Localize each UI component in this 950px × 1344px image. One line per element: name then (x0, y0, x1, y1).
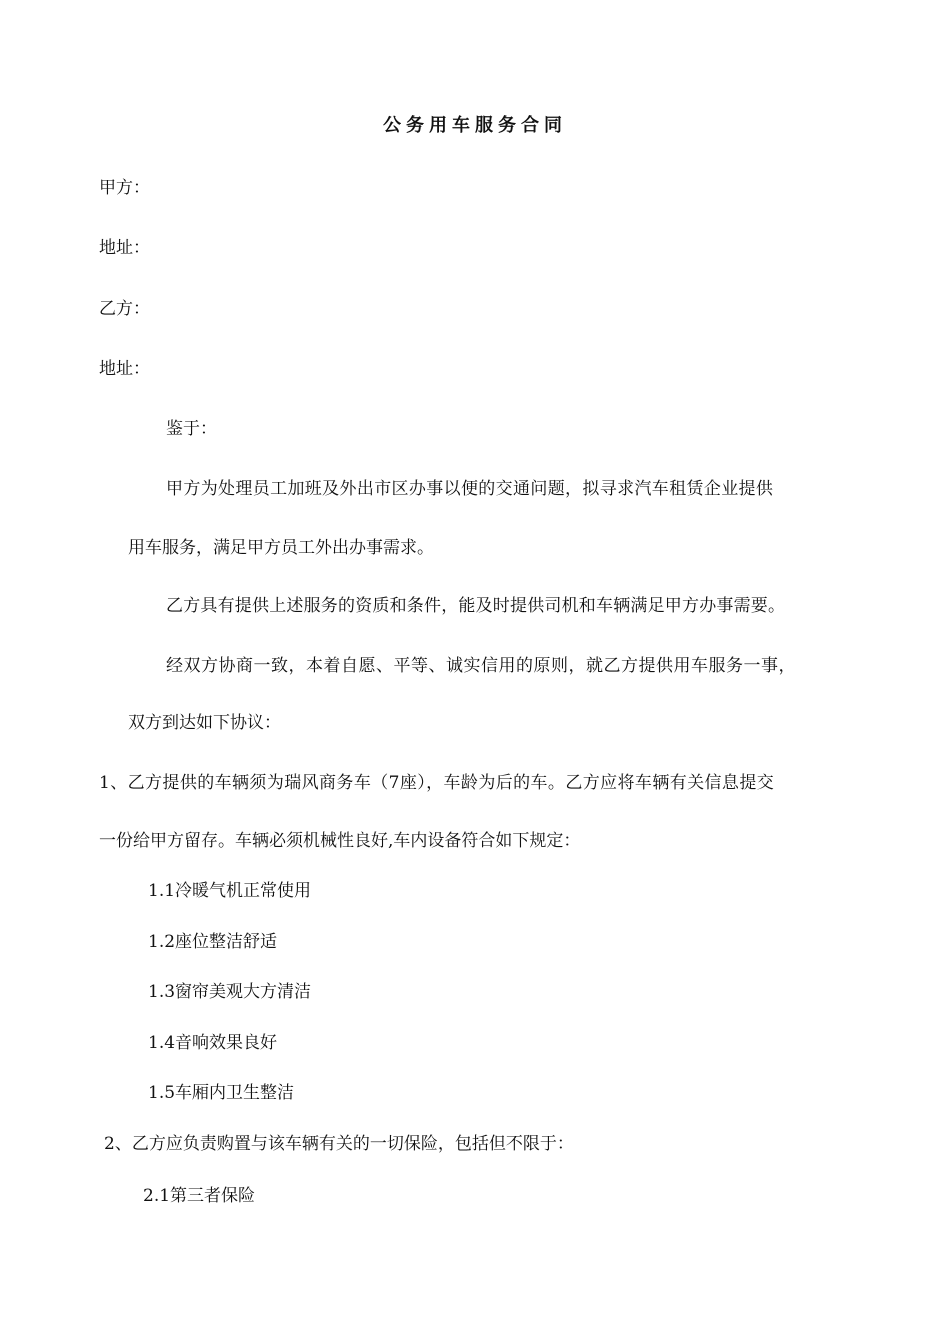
clause-1-item: 1.2座位整洁舒适 (148, 932, 278, 952)
address-b-label: 地址： (99, 359, 150, 379)
paragraph-1-line-2: 用车服务，满足甲方员工外出办事需求。 (128, 538, 434, 558)
clause-1-item: 1.3窗帘美观大方清洁 (148, 982, 312, 1002)
address-a-label: 地址： (99, 238, 150, 258)
clause-1-item: 1.5车厢内卫生整洁 (148, 1083, 295, 1103)
clause-1-item: 1.1冷暖气机正常使用 (148, 881, 312, 901)
clause-1-item: 1.4音响效果良好 (148, 1033, 278, 1053)
paragraph-1-line-1: 甲方为处理员工加班及外出市区办事以便的交通问题，拟寻求汽车租赁企业提供 (166, 479, 774, 499)
document-title: 公务用车服务合同 (383, 115, 567, 136)
paragraph-3-line-2: 双方到达如下协议： (128, 713, 281, 733)
paragraph-2: 乙方具有提供上述服务的资质和条件，能及时提供司机和车辆满足甲方办事需要。 (166, 596, 786, 616)
party-a-label: 甲方： (99, 178, 150, 198)
party-b-label: 乙方： (99, 299, 150, 319)
clause-2-line-1: 2、乙方应负责购置与该车辆有关的一切保险，包括但不限于： (104, 1134, 574, 1154)
clause-2-item: 2.1第三者保险 (143, 1186, 256, 1206)
whereas-heading: 鉴于： (166, 419, 217, 439)
clause-1-line-1: 1、乙方提供的车辆须为瑞风商务车（7座），车龄为后的车。乙方应将车辆有关信息提交 (99, 773, 775, 793)
paragraph-3-line-1: 经双方协商一致，本着自愿、平等、诚实信用的原则，就乙方提供用车服务一事， (166, 656, 796, 676)
clause-1-line-2: 一份给甲方留存。车辆必须机械性良好,车内设备符合如下规定： (99, 831, 581, 851)
